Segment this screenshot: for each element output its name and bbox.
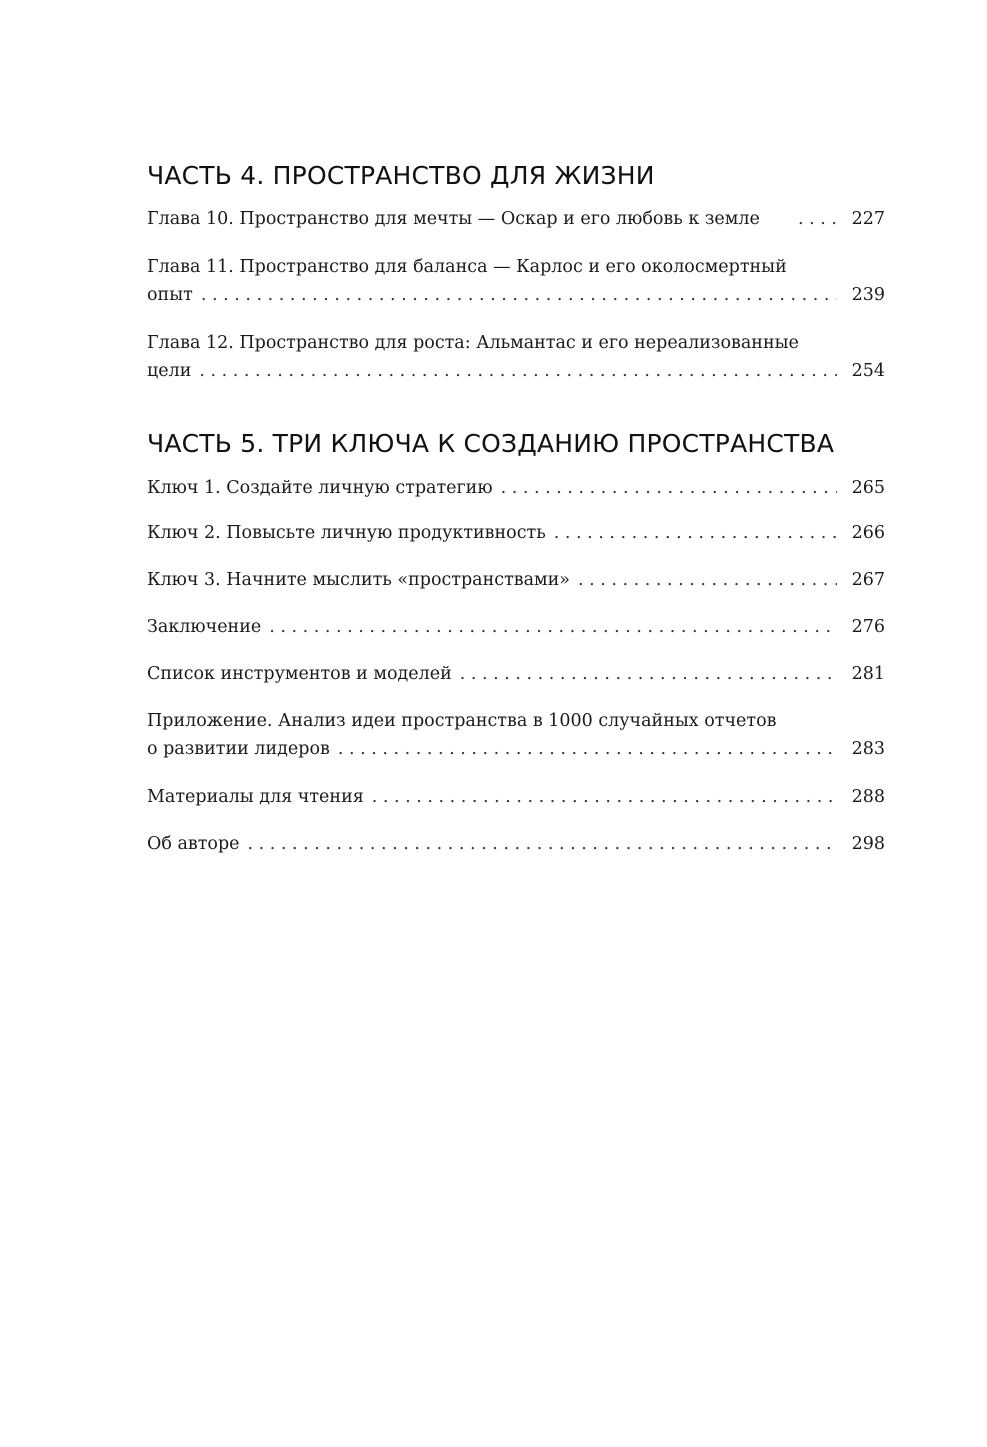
entry-title: Глава 10. Пространство для мечты — Оскар и его любовь к земле (147, 209, 760, 229)
dot-leader (338, 735, 837, 763)
entry-title-line1: Глава 12. Пространство для роста: Альмантас и его нереализованные (147, 333, 799, 353)
toc-entry-chapter-10 (147, 205, 885, 233)
dot-leader (199, 357, 837, 385)
dot-leader (248, 830, 837, 858)
toc-entry-reading-materials (147, 783, 885, 811)
entry-title-line2: опыт (147, 285, 193, 305)
entry-title: Материалы для чтения (147, 787, 364, 807)
entry-title-line1: Приложение. Анализ идеи пространства в 1000 случайных отчетов (147, 711, 777, 731)
toc-entry-appendix (147, 707, 885, 763)
toc-entry-about-author (147, 830, 885, 858)
toc-entry-key-1 (147, 474, 885, 502)
entry-title: Ключ 1. Создайте личную стратегию (147, 478, 493, 498)
dot-leader (201, 281, 837, 309)
toc-entry-conclusion (147, 613, 885, 641)
dot-leader (460, 660, 837, 688)
page-number: 298 (851, 834, 885, 854)
page-number: 281 (851, 664, 885, 684)
entry-title-line1: Глава 11. Пространство для баланса — Карлос и его околосмертный (147, 257, 787, 277)
dot-leader (501, 474, 837, 502)
page-number: 283 (851, 739, 885, 759)
entry-title-line2: цели (147, 361, 192, 381)
toc-entry-chapter-12 (147, 329, 885, 385)
dot-leader (372, 783, 837, 811)
part-4-title: ЧАСТЬ 4. ПРОСТРАНСТВО ДЛЯ ЖИЗНИ (147, 161, 655, 190)
toc-entry-key-3 (147, 566, 885, 594)
page-number: 276 (851, 617, 885, 637)
dot-leader (554, 519, 837, 547)
entry-title: Об авторе (147, 834, 240, 854)
toc-entry-tools-list (147, 660, 885, 688)
page-number: 265 (851, 478, 885, 498)
entry-title: Ключ 3. Начните мыслить «пространствами» (147, 570, 571, 590)
page-number: 288 (851, 787, 885, 807)
entry-title: Ключ 2. Повысьте личную продуктивность (147, 523, 546, 543)
entry-title: Заключение (147, 617, 262, 637)
dot-leader (269, 613, 837, 641)
page-number: 254 (851, 361, 885, 381)
entry-title-line2: о развитии лидеров (147, 739, 330, 759)
dot-leader (798, 205, 837, 233)
toc-entry-key-2 (147, 519, 885, 547)
page-number: 266 (851, 523, 885, 543)
toc-entry-chapter-11 (147, 253, 885, 309)
part-5-title: ЧАСТЬ 5. ТРИ КЛЮЧА К СОЗДАНИЮ ПРОСТРАНСТВА (147, 429, 835, 458)
dot-leader (578, 566, 837, 594)
page-number: 267 (851, 570, 885, 590)
page-number: 227 (851, 209, 885, 229)
entry-title: Список инструментов и моделей (147, 664, 452, 684)
page-number: 239 (851, 285, 885, 305)
